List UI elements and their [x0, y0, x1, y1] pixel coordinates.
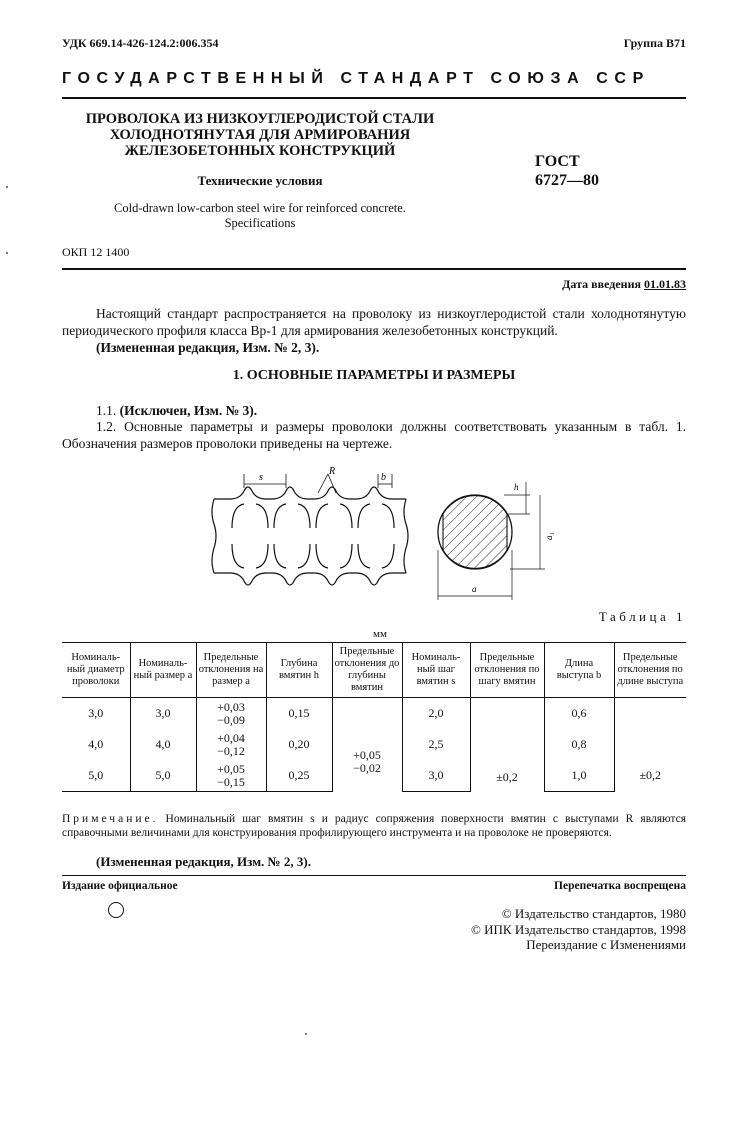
dev-plus: +0,04 [217, 730, 245, 745]
table-header-row [62, 643, 686, 698]
table-note [62, 812, 686, 840]
label-a: a [472, 584, 477, 594]
clause-1-1-text: (Исключен, Изм. № 3). [119, 403, 258, 418]
cell-diameter: 4,0 [88, 737, 104, 751]
clause-1-2: 1.2. Основные параметры и размеры проволоки должны соответствовать указанным в табл. 1. Обозначения размеров проволоки приведены на чертеже. [62, 419, 686, 451]
header-rib-length-deviation: Предельные отклонения по длине выступа [614, 643, 686, 698]
label-s: s [259, 472, 263, 483]
cell-pitch-deviation: ±0,2 [470, 698, 544, 792]
gost-label: ГОСТ [535, 153, 580, 170]
okp-code: ОКП 12 1400 [62, 245, 130, 259]
wire-profile-drawing [200, 466, 560, 606]
depth-dev-plus: +0,05 [353, 747, 381, 762]
note-label: Примечание. [62, 813, 159, 825]
cell-rib-length-deviation: ±0,2 [614, 698, 686, 792]
cell-depth: 0,15 [266, 698, 332, 730]
copyright-line-2: © ИПК Издательство стандартов, 1998 [471, 921, 686, 937]
dimensions-table [62, 642, 686, 792]
cell-diameter: 5,0 [62, 760, 130, 792]
dev-plus: +0,03 [217, 699, 245, 714]
gost-number: 6727—80 [535, 172, 599, 189]
section-1-heading: 1. ОСНОВНЫЕ ПАРАМЕТРЫ И РАЗМЕРЫ [232, 368, 516, 383]
footer-rule [62, 875, 686, 876]
header-nominal-size: Номиналь-ный размер a [130, 643, 196, 698]
table-unit: мм [373, 628, 387, 640]
label-h: h [514, 482, 519, 492]
table-row [62, 698, 686, 730]
header-depth-deviation: Предельные отклонения до глубины вмятин [332, 643, 402, 698]
udk-code: УДК 669.14-426-124.2:006.354 [62, 36, 219, 50]
note-text: Номинальный шаг вмятин s и радиус сопряжения поверхности вмятин с выступами R являются справочными величинами для конструирования профилирующего инструмента и на проволоке не проверяются. [62, 813, 686, 839]
header-indent-pitch: Номиналь-ный шаг вмятин s [402, 643, 470, 698]
dimensions-table-wrapper [62, 642, 686, 792]
scan-mark [305, 1033, 307, 1035]
clause-1-1-number: 1.1. [96, 403, 117, 418]
english-title [60, 201, 460, 231]
label-b: b [381, 472, 386, 483]
title-line-3: ЖЕЛЕЗОБЕТОННЫХ КОНСТРУКЦИЙ [124, 143, 396, 159]
group-code: Группа В71 [623, 36, 686, 50]
standard-mark-icon [108, 902, 124, 918]
depth-dev-minus: −0,02 [353, 760, 381, 775]
cell-size: 5,0 [130, 760, 196, 792]
english-title-line-2: Specifications [224, 216, 296, 230]
cell-size-deviation [196, 698, 266, 730]
clause-1-1 [96, 402, 257, 419]
scan-mark [6, 186, 8, 188]
official-edition: Издание официальное [62, 880, 178, 892]
cell-depth: 0,20 [266, 729, 332, 760]
header-size-deviation: Предельные отклонения на размер a [196, 643, 266, 698]
scope-paragraph: Настоящий стандарт распространяется на проволоку из низкоуглеродистой стали холоднотянутую периодического профиля класса Вр-1 для армирования железобетонных конструкций. [62, 306, 686, 338]
cell-size: 4,0 [130, 729, 196, 760]
dev-minus: −0,12 [217, 743, 245, 758]
reprint-prohibited: Перепечатка воспрещена [554, 880, 686, 892]
cross-section-view [438, 482, 545, 600]
cell-depth: 0,25 [266, 760, 332, 792]
state-standard-heading: ГОСУДАРСТВЕННЫЙ СТАНДАРТ СОЮЗА ССР [62, 70, 650, 87]
scope-revision-note: (Измененная редакция, Изм. № 2, 3). [96, 340, 320, 355]
title-line-1: ПРОВОЛОКА ИЗ НИЗКОУГЛЕРОДИСТОЙ СТАЛИ [85, 111, 435, 127]
scan-mark [6, 252, 8, 254]
intro-date-label: Дата введения [562, 277, 641, 291]
introduction-date [420, 277, 686, 292]
gost-designation [535, 152, 599, 190]
dev-minus: −0,09 [217, 712, 245, 727]
header-rule [62, 97, 686, 99]
header-nominal-diameter: Номиналь-ный диаметр проволоки [62, 643, 130, 698]
header-indent-depth: Глубина вмятин h [266, 643, 332, 698]
english-title-line-1: Cold-drawn low-carbon steel wire for reinforced concrete. [114, 201, 406, 215]
dev-minus: −0,15 [217, 774, 245, 789]
cell-pitch: 3,0 [402, 760, 470, 792]
intro-date-value: 01.01.83 [644, 277, 686, 291]
label-a1: a₁ [544, 532, 554, 540]
note-revision: (Измененная редакция, Изм. № 2, 3). [96, 854, 311, 869]
cell-pitch: 2,5 [402, 729, 470, 760]
cell-size-deviation [196, 760, 266, 792]
cell-diameter: 3,0 [88, 706, 104, 720]
side-view [212, 474, 408, 585]
cell-pitch: 2,0 [402, 698, 470, 730]
document-title [60, 111, 460, 159]
title-block-rule [62, 268, 686, 270]
cell-rib-length: 1,0 [544, 760, 614, 792]
cell-rib-length: 0,6 [544, 698, 614, 730]
cell-size: 3,0 [130, 698, 196, 730]
copyright-line-1: © Издательство стандартов, 1980 [501, 906, 686, 921]
reissue-line: Переиздание с Изменениями [526, 937, 686, 952]
document-subtitle: Технические условия [197, 173, 323, 188]
header-rib-length: Длина выступа b [544, 643, 614, 698]
label-r: R [329, 466, 336, 477]
copyright-block [380, 906, 686, 953]
table-caption: Таблица 1 [598, 609, 686, 624]
header-pitch-deviation: Предельные отклонения по шагу вмятин [470, 643, 544, 698]
dev-plus: +0,05 [217, 761, 245, 776]
cell-size-deviation [196, 729, 266, 760]
cell-depth-deviation [332, 698, 402, 792]
title-line-2: ХОЛОДНОТЯНУТАЯ ДЛЯ АРМИРОВАНИЯ [109, 127, 411, 143]
cell-rib-length: 0,8 [544, 729, 614, 760]
